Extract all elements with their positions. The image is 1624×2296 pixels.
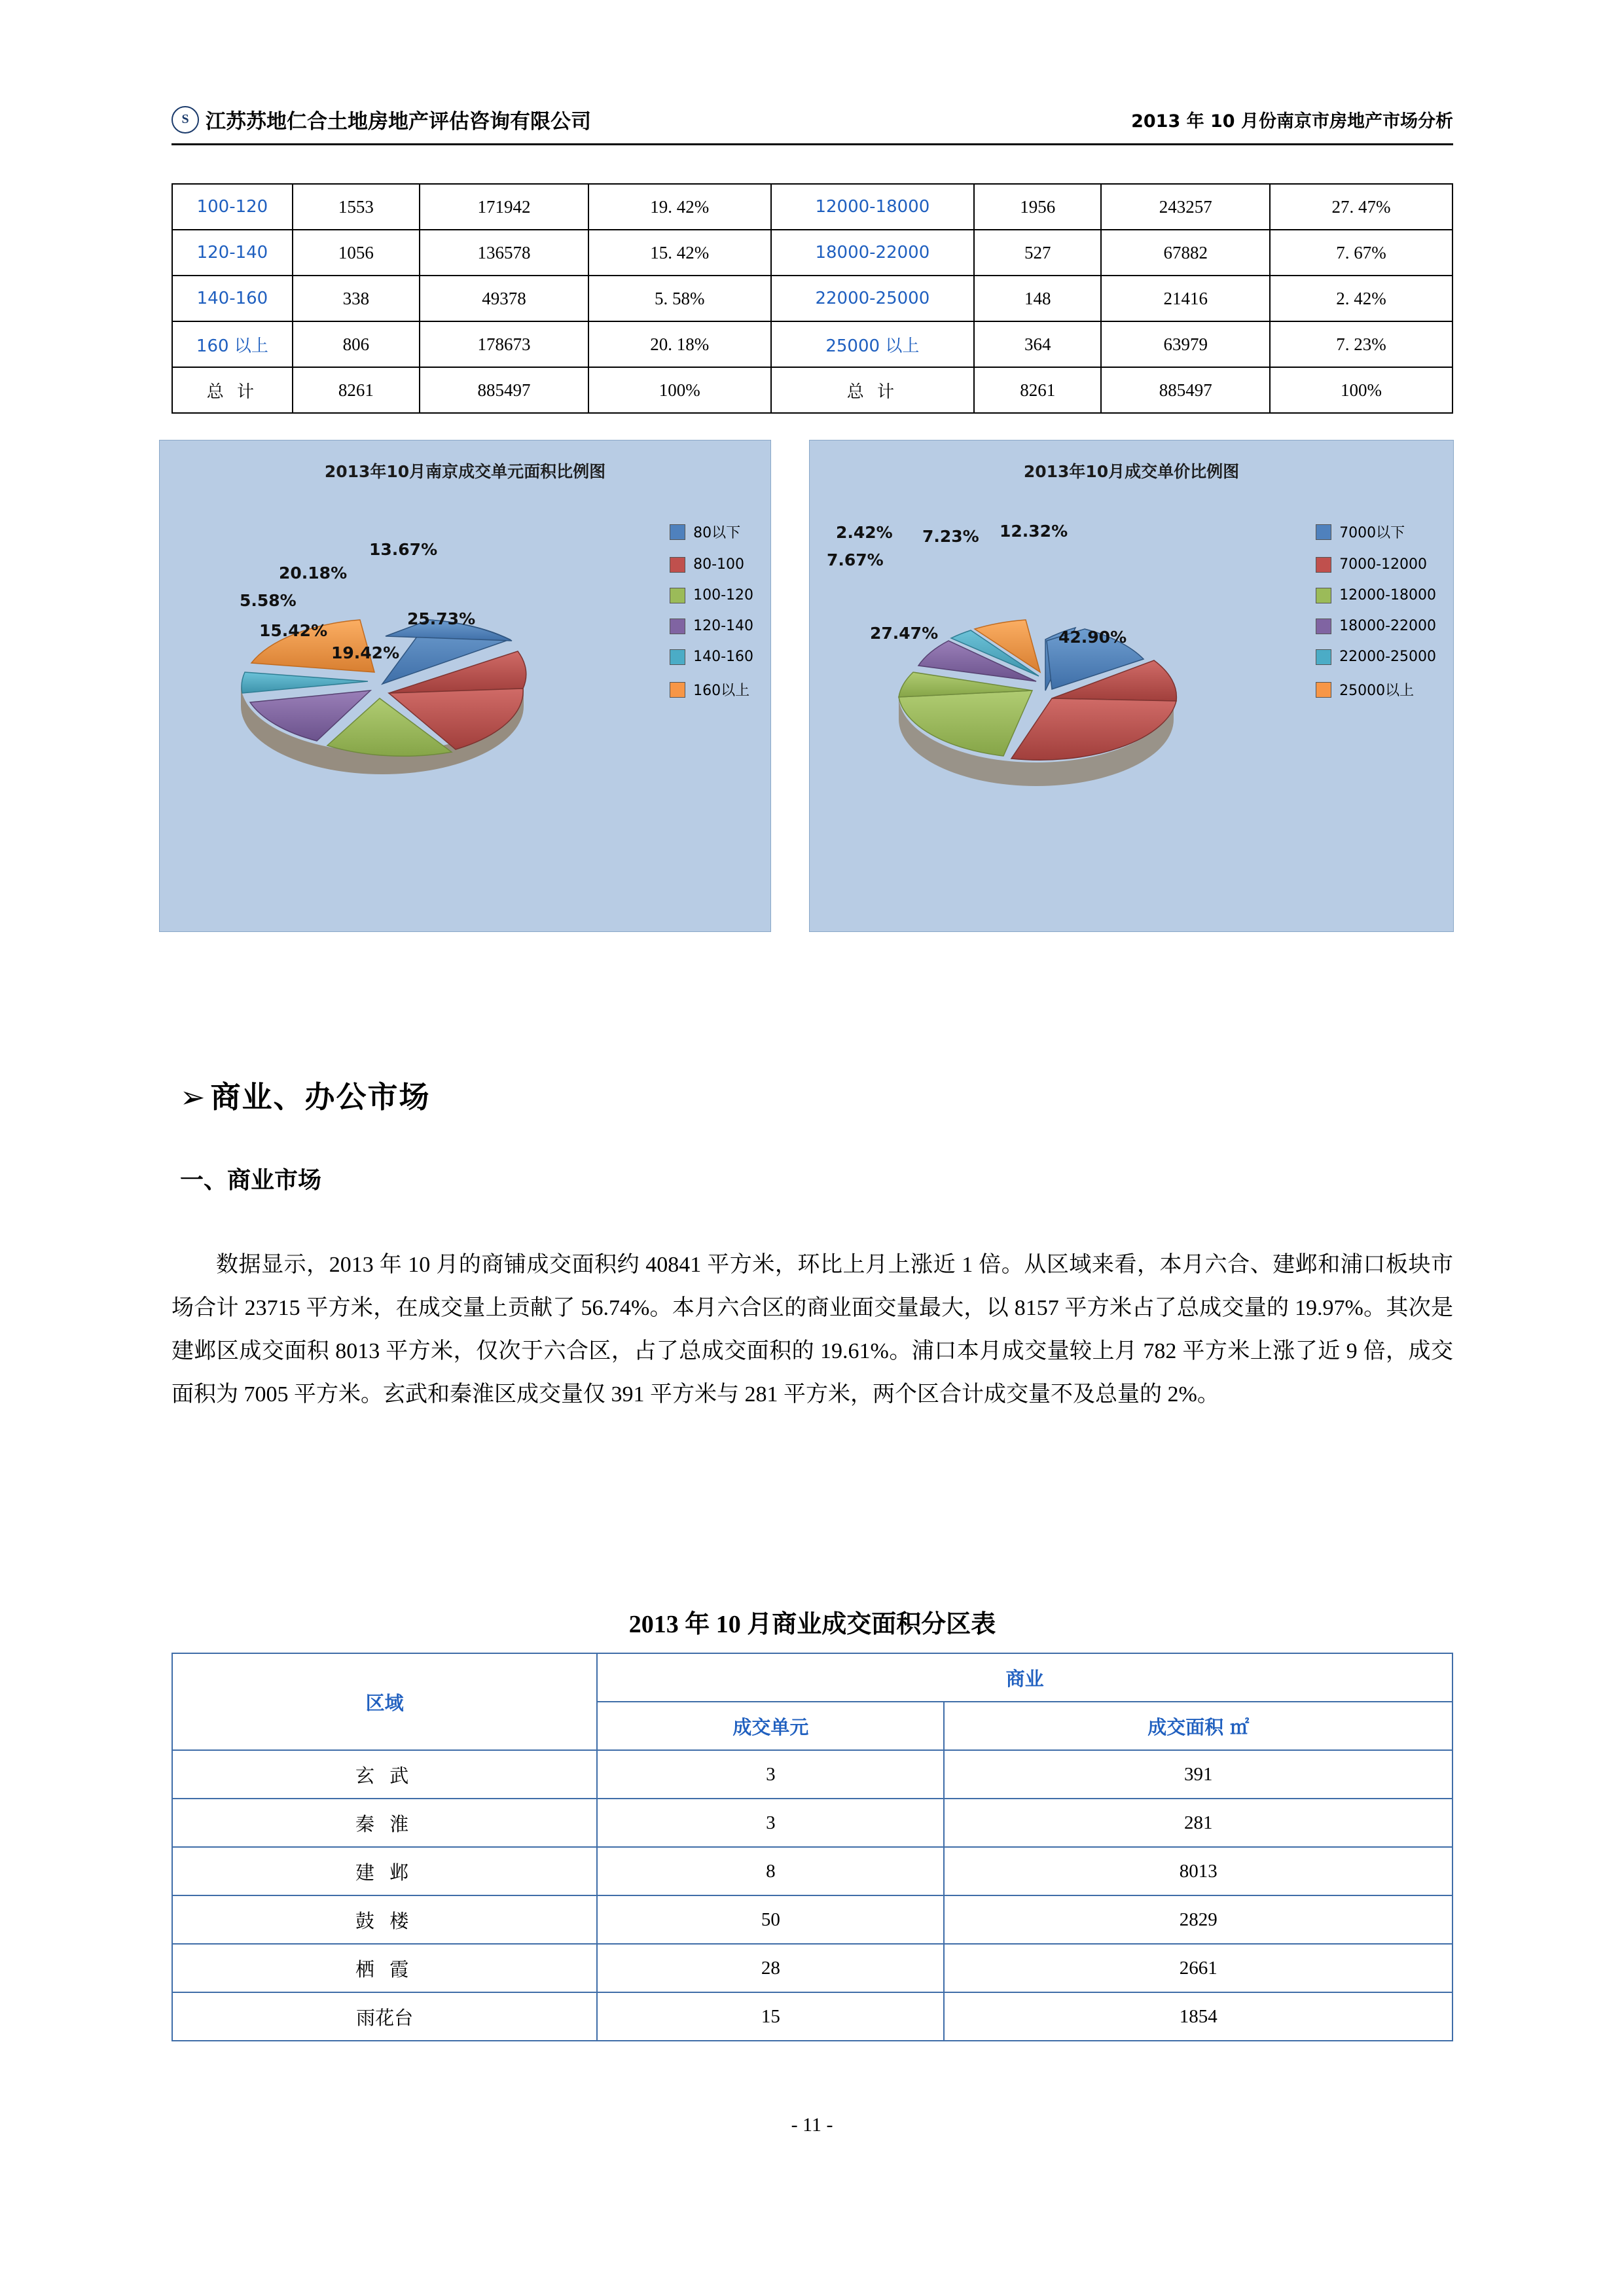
cell-units: 3 [597,1750,944,1799]
table-row [172,1992,1453,2041]
company-logo-icon [171,106,199,134]
cell-area-size: 136578 [420,230,588,276]
cell-area-units: 1553 [293,184,420,230]
legend-label: 140-160 [693,649,753,665]
cell-price-units: 1956 [974,184,1101,230]
cell-area-pct: 5. 58% [588,276,771,321]
cell-area-size: 885497 [420,367,588,413]
pie-label-80-below: 13.67% [369,540,438,559]
pie-label-22000-25000: 2.42% [836,523,893,542]
cell-price-range: 25000 以上 [771,321,975,367]
cell-area-range: 160 以上 [172,321,293,367]
cell-area-units: 806 [293,321,420,367]
legend-swatch-icon [670,557,685,573]
cell-area-units: 338 [293,276,420,321]
table-row [172,1895,1453,1944]
cell-region: 雨花台 [172,1992,597,2041]
table-row [172,1847,1453,1895]
cell-area-units: 8261 [293,367,420,413]
cell-area: 2829 [944,1895,1453,1944]
chart-body [160,482,770,921]
body-paragraph: 数据显示，2013 年 10 月的商铺成交面积约 40841 平方米，环比上月上涨近 1 倍。从区域来看，本月六合、建邺和浦口板块市场合计 23715 平方米，在成交量上贡献了 56.74%。本月六合区的商业面交量最大，以 8157 平方米占了总成交量的 19.97%。其次是建邺区成交面积 8013 平方米，仅次于六合区，占了总成交面积的 19.61%。浦口本月成交量较上月 782 平方米上涨了近 9 倍，成交面积为 7005 平方米。玄武和秦淮区成交量仅 391 平方米与 281 平方米，两个区合计成交量不及总量的 2%。 [171,1253,1453,1407]
chart-title: 2013年10月南京成交单元面积比例图 [324,462,606,481]
cell-area: 2661 [944,1944,1453,1992]
cell-area: 281 [944,1799,1453,1847]
company-name: 江苏苏地仁合土地房地产评估咨询有限公司 [206,110,591,134]
table-row [172,1750,1453,1799]
cell-price-size: 243257 [1101,184,1270,230]
area-price-distribution-table [171,183,1453,414]
cell-price-units: 8261 [974,367,1101,413]
legend-item [1316,679,1436,700]
table-row [172,230,1453,276]
legend-label: 100-120 [693,587,753,603]
cell-region: 鼓 楼 [172,1895,597,1944]
table-row [172,276,1453,321]
page-footer: - 11 - [791,2114,833,2136]
commercial-area-by-district-table [171,1653,1453,2041]
pie-label-7000-below: 12.32% [1000,522,1068,541]
cell-area: 1854 [944,1992,1453,2041]
cell-units: 50 [597,1895,944,1944]
cell-price-units: 527 [974,230,1101,276]
sub-heading: 一、商业市场 [180,1167,322,1194]
pie-label-80-100: 25.73% [407,609,476,628]
legend-label: 18000-22000 [1339,618,1436,634]
pie-label-25000-above: 7.23% [922,527,979,546]
cell-area-size: 178673 [420,321,588,367]
cell-price-total-label: 总 计 [771,367,975,413]
pie-label-100-120: 19.42% [331,643,400,662]
cell-area-range: 120-140 [172,230,293,276]
table-row [172,1944,1453,1992]
legend-swatch-icon [1316,649,1331,665]
chart-unit-area-ratio [159,440,771,932]
cell-price-pct: 100% [1270,367,1453,413]
cell-region: 建 邺 [172,1847,597,1895]
cell-price-pct: 2. 42% [1270,276,1453,321]
cell-area-pct: 19. 42% [588,184,771,230]
pie-label-140-160: 5.58% [240,591,297,610]
cell-units: 15 [597,1992,944,2041]
cell-price-size: 63979 [1101,321,1270,367]
pie-label-160-above: 20.18% [279,564,348,583]
cell-price-range: 22000-25000 [771,276,975,321]
legend-item [1316,587,1436,603]
legend-swatch-icon [1316,524,1331,540]
legend-label: 12000-18000 [1339,587,1436,603]
legend-swatch-icon [1316,619,1331,634]
header-region: 区域 [172,1653,597,1750]
legend-label: 80以下 [693,525,741,541]
legend-label: 120-140 [693,618,753,634]
legend-label: 80-100 [693,556,745,573]
document-title: 2013 年 10 月份南京市房地产市场分析 [1131,111,1453,132]
bullet-arrow-icon: ➢ [180,1079,207,1115]
cell-region: 玄 武 [172,1750,597,1799]
header-area: 成交面积 ㎡ [944,1702,1453,1750]
legend-item [1316,556,1436,573]
cell-area-size: 49378 [420,276,588,321]
cell-area: 8013 [944,1847,1453,1895]
legend-item [670,679,753,700]
cell-price-pct: 7. 23% [1270,321,1453,367]
legend-item [670,587,753,603]
cell-area-range: 100-120 [172,184,293,230]
legend-item [670,618,753,634]
cell-price-range: 18000-22000 [771,230,975,276]
pie-label-12000-18000: 27.47% [870,624,939,643]
legend-item [1316,522,1436,542]
cell-units: 8 [597,1847,944,1895]
table-row [172,184,1453,230]
cell-region: 秦 淮 [172,1799,597,1847]
legend-swatch-icon [670,619,685,634]
legend-label: 160以上 [693,683,750,699]
pie-label-7000-12000: 42.90% [1058,628,1127,647]
legend-swatch-icon [670,524,685,540]
cell-region: 栖 霞 [172,1944,597,1992]
cell-area: 391 [944,1750,1453,1799]
cell-units: 3 [597,1799,944,1847]
cell-area-size: 171942 [420,184,588,230]
pie-graphic [199,541,566,819]
legend-swatch-icon [1316,557,1331,573]
legend-item [670,649,753,665]
cell-price-pct: 27. 47% [1270,184,1453,230]
legend-item [670,556,753,573]
legend-item [1316,649,1436,665]
cell-price-size: 885497 [1101,367,1270,413]
legend-swatch-icon [1316,682,1331,698]
chart-title: 2013年10月成交单价比例图 [1023,462,1240,481]
cell-price-size: 67882 [1101,230,1270,276]
cell-area-pct: 100% [588,367,771,413]
table-row [172,1799,1453,1847]
legend-item [1316,618,1436,634]
section-heading-text: 商业、办公市场 [210,1079,431,1115]
pie-svg [199,541,566,816]
table-header-row [172,1653,1453,1702]
header-group: 商业 [597,1653,1453,1702]
cell-area-pct: 15. 42% [588,230,771,276]
legend-swatch-icon [670,649,685,665]
page-header [171,105,1453,145]
section-heading [180,1073,431,1117]
pie-graphic [836,541,1229,826]
cell-price-pct: 7. 67% [1270,230,1453,276]
cell-area-range: 140-160 [172,276,293,321]
cell-area-pct: 20. 18% [588,321,771,367]
chart-legend [1316,522,1436,714]
cell-price-range: 12000-18000 [771,184,975,230]
chart-unit-price-ratio [809,440,1454,932]
cell-price-size: 21416 [1101,276,1270,321]
chart-body [810,482,1453,921]
cell-area-total-label: 总 计 [172,367,293,413]
legend-item [670,522,753,542]
chart-legend [670,522,753,714]
legend-label: 7000以下 [1339,525,1405,541]
bottom-table-body [172,1653,1453,2041]
logo-letter: S [181,112,189,126]
legend-swatch-icon [670,588,685,603]
legend-label: 7000-12000 [1339,556,1427,573]
legend-label: 22000-25000 [1339,649,1436,665]
pie-svg [836,541,1229,823]
legend-label: 25000以上 [1339,683,1415,699]
cell-price-units: 148 [974,276,1101,321]
top-table-body [172,184,1453,413]
table-row [172,321,1453,367]
cell-units: 28 [597,1944,944,1992]
header-left [171,105,591,134]
cell-price-units: 364 [974,321,1101,367]
pie-label-18000-22000: 7.67% [827,550,884,569]
legend-swatch-icon [670,682,685,698]
pie-label-120-140: 15.42% [259,621,328,640]
cell-area-units: 1056 [293,230,420,276]
table-caption: 2013 年 10 月商业成交面积分区表 [628,1611,996,1638]
legend-swatch-icon [1316,588,1331,603]
table-row-total [172,367,1453,413]
header-units: 成交单元 [597,1702,944,1750]
